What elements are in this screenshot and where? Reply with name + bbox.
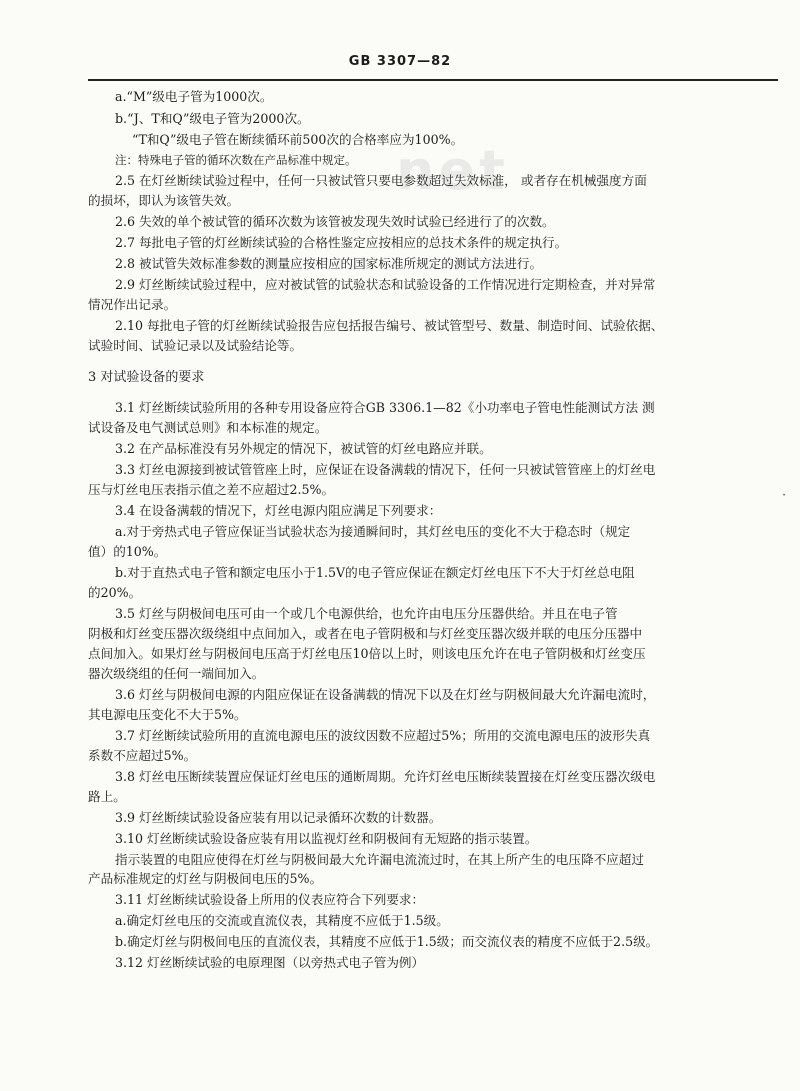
text-line: b.确定灯丝与阴极间电压的直流仪表，其精度不应低于1.5级；而交流仪表的精度不应低于2.5级。 — [115, 934, 659, 949]
text-line: 3.6 灯丝与阴极间电源的内阻应保证在设备满载的情况下以及在灯丝与阴极间最大允许漏电流时， — [115, 687, 656, 702]
text-line: 阴极和灯丝变压器次级绕组中点间加入，或者在电子管阴极和与灯丝变压器次级并联的电压分压器中 — [88, 626, 643, 641]
text-line: 的20%。 — [88, 585, 142, 600]
text-line: b.“J、T和Q”级电子管为2000次。 — [115, 111, 310, 126]
text-line: 3.7 灯丝断续试验所用的直流电源电压的波纹因数不应超过5%；所用的交流电源电压的波形失真 — [115, 728, 651, 743]
text-line: 指示装置的电阻应使得在灯丝与阴极间最大允许漏电流流过时，在其上所产生的电压降不应超过 — [115, 852, 644, 867]
text-line: 2.9 灯丝断续试验过程中，应对被试管的试验状态和试验设备的工作情况进行定期检查，并对异常 — [115, 277, 656, 292]
edge-mark: · — [782, 488, 787, 503]
text-line: a.确定灯丝电压的交流或直流仪表，其精度不应低于1.5级。 — [115, 913, 449, 928]
text-line: 3 对试验设备的要求 — [88, 370, 205, 385]
text-line: 3.12 灯丝断续试验的电原理图（以旁热式电子管为例） — [115, 955, 425, 970]
text-line: 3.8 灯丝电压断续装置应保证灯丝电压的通断周期。允许灯丝电压断续装置接在灯丝变压器次级电 — [115, 769, 656, 784]
text-line: 系数不应超过5%。 — [88, 748, 197, 763]
text-line: 器次级绕组的任何一端间加入。 — [88, 666, 265, 681]
text-line: 其电源电压变化不大于5%。 — [88, 707, 247, 722]
text-line: 2.10 每批电子管的灯丝断续试验报告应包括报告编号、被试管型号、数量、制造时间、试验依据、 — [115, 318, 664, 333]
text-line: b.对于直热式电子管和额定电压小于1.5V的电子管应保证在额定灯丝电压下不大于灯丝总电阻 — [115, 565, 635, 580]
text-line: 3.11 灯丝断续试验设备上所用的仪表应符合下列要求： — [115, 892, 425, 907]
text-line: 产品标准规定的灯丝与阴极间电压的5%。 — [88, 871, 323, 886]
text-line: 试设备及电气测试总则》和本标准的规定。 — [88, 420, 328, 435]
text-line: 值）的10%。 — [88, 544, 167, 559]
text-line: a.对于旁热式电子管应保证当试验状态为接通瞬间时，其灯丝电压的变化不大于稳态时（规定 — [115, 524, 631, 539]
text-line: 3.3 灯丝电源接到被试管管座上时，应保证在设备满载的情况下，任何一只被试管管座上的灯丝电 — [115, 462, 656, 477]
text-line: 点间加入。如果灯丝与阴极间电压高于灯丝电压10倍以上时，则该电压允许在电子管阴极和灯丝变压 — [88, 646, 646, 661]
text-line: 2.7 每批电子管的灯丝断续试验的合格性鉴定应按相应的总技术条件的规定执行。 — [115, 235, 568, 250]
text-line: “T和Q”级电子管在断续循环前500次的合格率应为100%。 — [132, 132, 464, 147]
text-line: 压与灯丝电压表指示值之差不应超过2.5%。 — [88, 482, 335, 497]
text-line: 3.2 在产品标准没有另外规定的情况下，被试管的灯丝电路应并联。 — [115, 441, 492, 456]
text-line: 情况作出记录。 — [88, 297, 177, 312]
text-line: 3.10 灯丝断续试验设备应装有用以监视灯丝和阴极间有无短路的指示装置。 — [115, 831, 538, 846]
text-line: 2.8 被试管失效标准参数的测量应按相应的国家标准所规定的测试方法进行。 — [115, 256, 543, 271]
text-line: 路上。 — [88, 789, 126, 804]
text-line: 试验时间、试验记录以及试验结论等。 — [88, 338, 303, 353]
text-line: 2.6 失效的单个被试管的循环次数为该管被发现失效时试验已经进行了的次数。 — [115, 214, 555, 229]
text-line: 3.1 灯丝断续试验所用的各种专用设备应符合GB 3306.1—82《小功率电子管电性能测试方法 测 — [115, 400, 655, 415]
header-rule — [88, 79, 778, 81]
text-line: 注：特殊电子管的循环次数在产品标准中规定。 — [115, 153, 357, 167]
watermark: net — [396, 139, 509, 202]
text-line: 3.4 在设备满载的情况下，灯丝电源内阻应满足下列要求： — [115, 503, 442, 518]
standard-code-header: GB 3307—82 — [348, 54, 452, 69]
text-line: 2.5 在灯丝断续试验过程中，任何一只被试管只要电参数超过失效标准， 或者存在机械强度方面 — [115, 173, 647, 188]
text-line: 3.9 灯丝断续试验设备应装有用以记录循环次数的计数器。 — [115, 810, 442, 825]
text-line: 的损坏，即认为该管失效。 — [88, 193, 240, 208]
text-line: 3.5 灯丝与阴极间电压可由一个或几个电源供给，也允许由电压分压器供给。并且在电子管 — [115, 606, 618, 621]
text-line: a.“M”级电子管为1000次。 — [115, 89, 273, 104]
